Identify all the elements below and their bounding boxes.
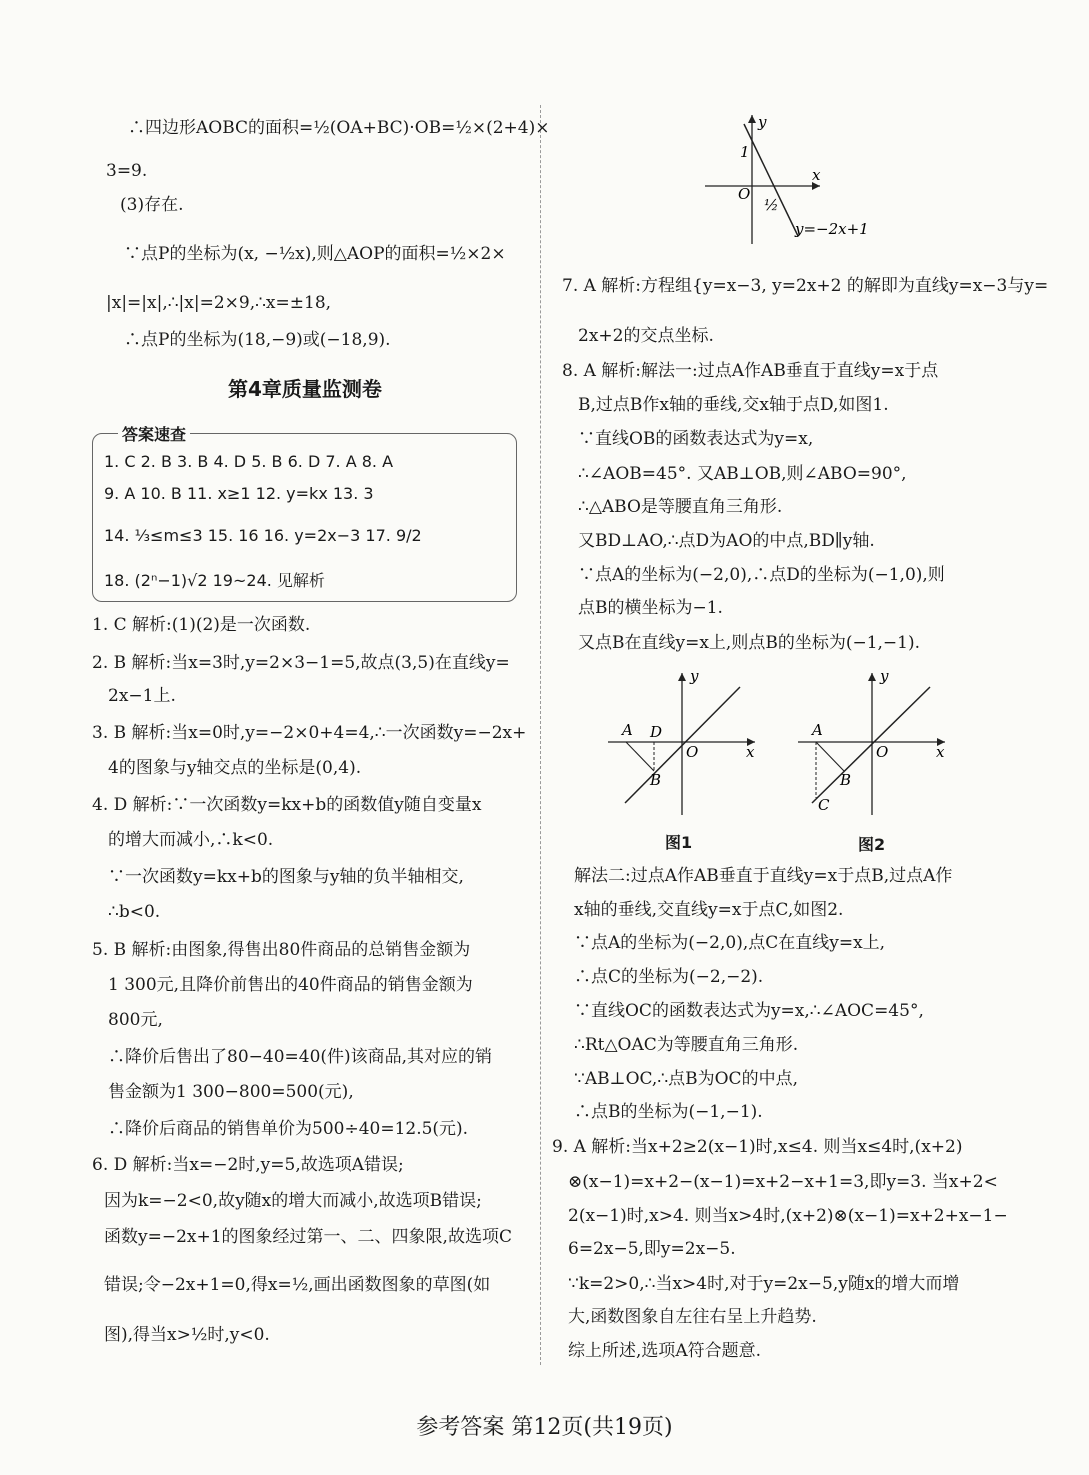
intercept-label: 1 [740, 143, 750, 161]
text-line: ∴点P的坐标为(18,−9)或(−18,9). [124, 330, 391, 350]
q8b-line: ∴Rt△OAC为等腰直角三角形. [574, 1035, 799, 1055]
q8b-line: ∵AB⊥OC,∴点B为OC的中点, [574, 1069, 798, 1089]
q6-line: 图),得当x>½时,y<0. [104, 1325, 270, 1345]
q5-line: 800元, [108, 1010, 163, 1030]
text-line: ∴四边形AOBC的面积=½(OA+BC)·OB=½×(2+4)× [128, 118, 550, 138]
q9-line: ⊗(x−1)=x+2−(x−1)=x+2−x+1=3,即y=3. 当x+2< [568, 1172, 998, 1192]
q8-line: 又点B在直线y=x上,则点B的坐标为(−1,−1). [578, 633, 921, 653]
q8-line: B,过点B作x轴的垂线,交x轴于点D,如图1. [578, 395, 889, 415]
origin-label: O [738, 185, 751, 203]
page-footer: 参考答案 第12页(共19页) [416, 1415, 673, 1440]
axis-y-label: y [690, 667, 699, 685]
q4-line: ∴b<0. [108, 902, 161, 922]
text-line: (3)存在. [120, 195, 184, 215]
q4-line: 的增大而减小,∴k<0. [108, 830, 274, 850]
answer-box-title: 答案速查 [118, 422, 190, 445]
point-B-label: B [650, 771, 662, 789]
axis-y-label: y [880, 667, 889, 685]
point-A-label: A [622, 721, 633, 739]
axis-x-label: x [746, 743, 755, 761]
text-line: 3=9. [106, 161, 148, 181]
q3-line: 4的图象与y轴交点的坐标是(0,4). [108, 758, 362, 778]
figure-1 [600, 665, 770, 820]
q5-line: ∴降价后商品的销售单价为500÷40=12.5(元). [108, 1119, 469, 1139]
q9-line: 9. A 解析:当x+2≥2(x−1)时,x≤4. 则当x≤4时,(x+2) [552, 1137, 963, 1157]
q1-line: 1. C 解析:(1)(2)是一次函数. [92, 615, 311, 635]
q5-line: 1 300元,且降价前售出的40件商品的销售金额为 [108, 975, 473, 995]
q8-line: 又BD⊥AO,∴点D为AO的中点,BD∥y轴. [578, 531, 875, 551]
text-line: |x|=|x|,∴|x|=2×9,∴x=±18, [106, 293, 332, 313]
q9-line: 2(x−1)时,x>4. 则当x>4时,(x+2)⊗(x−1)=x+2+x−1− [568, 1206, 1008, 1226]
q3-line: 3. B 解析:当x=0时,y=−2×0+4=4,∴一次函数y=−2x+ [92, 723, 527, 743]
q4-line: 4. D 解析:∵一次函数y=kx+b的函数值y随自变量x [92, 795, 482, 815]
answer-row: 9. A 10. B 11. x≥1 12. y=kx 13. 3 [104, 484, 374, 503]
q8b-line: ∵直线OC的函数表达式为y=x,∴∠AOC=45°, [574, 1001, 924, 1021]
q9-line: 6=2x−5,即y=2x−5. [568, 1239, 736, 1259]
q8b-line: ∴点C的坐标为(−2,−2). [574, 967, 764, 987]
q8b-line: 解法二:过点A作AB垂直于直线y=x于点B,过点A作 [574, 866, 953, 886]
q8-line: 点B的横坐标为−1. [578, 598, 723, 618]
q8b-line: x轴的垂线,交直线y=x于点C,如图2. [574, 900, 844, 920]
answer-row: 14. ⅓≤m≤3 15. 16 16. y=2x−3 17. 9/2 [104, 526, 422, 545]
q6-line: 6. D 解析:当x=−2时,y=5,故选项A错误; [92, 1155, 404, 1175]
answer-row: 18. (2ⁿ−1)√2 19~24. 见解析 [104, 571, 325, 590]
q5-line: ∴降价后售出了80−40=40(件)该商品,其对应的销 [108, 1047, 493, 1067]
origin-label: O [876, 743, 889, 761]
line-label: y=−2x+1 [795, 220, 869, 238]
q9-line: ∵k=2>0,∴当x>4时,对于y=2x−5,y随x的增大而增 [568, 1274, 960, 1294]
text-line: ∵点P的坐标为(x, −½x),则△AOP的面积=½×2× [124, 244, 506, 264]
q8b-line: ∴点B的坐标为(−1,−1). [574, 1102, 763, 1122]
axis-x-label: x [936, 743, 945, 761]
graph-y-neg2x-plus1 [700, 110, 869, 250]
q6-line: 函数y=−2x+1的图象经过第一、二、四象限,故选项C [104, 1227, 512, 1247]
axis-y-label: y [758, 113, 767, 131]
q6-line: 错误;令−2x+1=0,得x=½,画出函数图象的草图(如 [104, 1275, 491, 1295]
q8-line: ∵点A的坐标为(−2,0),∴点D的坐标为(−1,0),则 [578, 565, 945, 585]
q8-line: ∵直线OB的函数表达式为y=x, [578, 429, 814, 449]
q8b-line: ∵点A的坐标为(−2,0),点C在直线y=x上, [574, 933, 886, 953]
origin-label: O [686, 743, 699, 761]
root-label: ½ [764, 196, 779, 214]
figure-2-caption: 图2 [858, 835, 886, 854]
q2-line: 2x−1上. [108, 686, 176, 706]
column-divider [540, 105, 541, 1365]
q8-line: ∴∠AOB=45°. 又AB⊥OB,则∠ABO=90°, [578, 464, 907, 484]
q7-line: 7. A 解析:方程组{y=x−3, y=2x+2 的解即为直线y=x−3与y= [562, 276, 1049, 296]
figure-2 [790, 665, 960, 820]
q9-line: 综上所述,选项A符合题意. [568, 1341, 762, 1361]
q5-line: 售金额为1 300−800=500(元), [108, 1082, 354, 1102]
point-B-label: B [840, 771, 852, 789]
q8-line: 8. A 解析:解法一:过点A作AB垂直于直线y=x于点 [562, 361, 939, 381]
q4-line: ∵一次函数y=kx+b的图象与y轴的负半轴相交, [108, 867, 464, 887]
q6-line: 因为k=−2<0,故y随x的增大而减小,故选项B错误; [104, 1191, 482, 1211]
q8-line: ∴△ABO是等腰直角三角形. [578, 497, 783, 517]
point-D-label: D [650, 723, 663, 741]
figure-1-caption: 图1 [665, 833, 693, 852]
answer-row: 1. C 2. B 3. B 4. D 5. B 6. D 7. A 8. A [104, 452, 394, 471]
q7-line: 2x+2的交点坐标. [578, 326, 714, 346]
axis-x-label: x [812, 166, 821, 184]
section-title: 第4章质量监测卷 [228, 377, 382, 401]
point-A-label: A [812, 721, 823, 739]
q9-line: 大,函数图象自左往右呈上升趋势. [568, 1307, 817, 1327]
point-C-label: C [818, 796, 830, 814]
q2-line: 2. B 解析:当x=3时,y=2×3−1=5,故点(3,5)在直线y= [92, 653, 510, 673]
q5-line: 5. B 解析:由图象,得售出80件商品的总销售金额为 [92, 940, 471, 960]
